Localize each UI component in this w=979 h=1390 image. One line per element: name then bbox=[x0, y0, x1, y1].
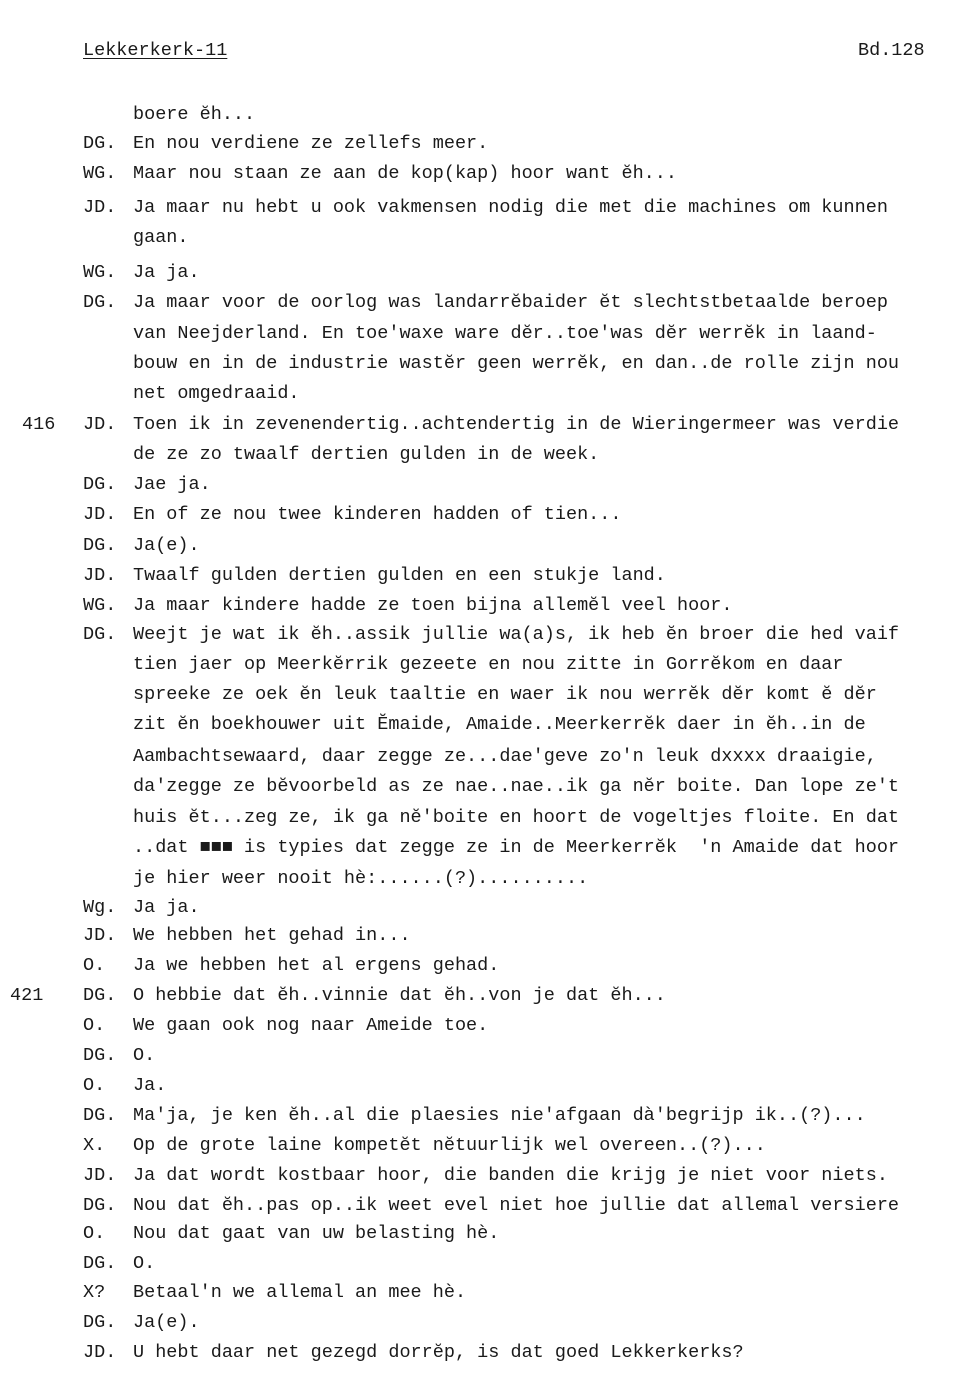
utterance-text: gaan. bbox=[133, 227, 189, 248]
transcript-line bbox=[0, 1013, 979, 1039]
speaker-label: O. bbox=[83, 1223, 106, 1244]
utterance-text: Twaalf gulden dertien gulden en een stukje land. bbox=[133, 565, 666, 586]
speaker-label: DG. bbox=[83, 133, 117, 154]
speaker-label: DG. bbox=[83, 624, 117, 645]
line-number: 416 bbox=[22, 414, 56, 435]
transcript-line bbox=[0, 472, 979, 498]
line-number: 421 bbox=[10, 985, 44, 1006]
utterance-text: Op de grote laine kompetĕt nĕtuurlijk wel overeen..(?)... bbox=[133, 1135, 766, 1156]
transcript-line bbox=[0, 131, 979, 157]
utterance-text: Nou dat gaat van uw belasting hè. bbox=[133, 1223, 500, 1244]
utterance-text: Ja dat wordt kostbaar hoor, die banden die krijg je niet voor niets. bbox=[133, 1165, 888, 1186]
utterance-text: Ja. bbox=[133, 1075, 167, 1096]
transcript-line bbox=[0, 953, 979, 979]
speaker-label: O. bbox=[83, 1075, 106, 1096]
speaker-label: JD. bbox=[83, 565, 117, 586]
utterance-text: Ja ja. bbox=[133, 262, 200, 283]
utterance-text: boere ĕh... bbox=[133, 104, 256, 125]
transcript-line bbox=[0, 351, 979, 377]
transcript-line bbox=[0, 712, 979, 738]
transcript-line bbox=[0, 1103, 979, 1129]
transcript-line bbox=[0, 1133, 979, 1159]
utterance-text: huis ĕt...zeg ze, ik ga nĕ'boite en hoort de vogeltjes floite. En dat bbox=[133, 807, 900, 828]
speaker-label: DG. bbox=[83, 292, 117, 313]
speaker-label: X? bbox=[83, 1282, 106, 1303]
utterance-text: We hebben het gehad in... bbox=[133, 925, 411, 946]
speaker-label: JD. bbox=[83, 197, 117, 218]
utterance-text: da'zegge ze bĕvoorbeld as ze nae..nae..ik ga nĕr boite. Dan lope ze't bbox=[133, 776, 900, 797]
transcript-line bbox=[0, 533, 979, 559]
transcript-line bbox=[0, 225, 979, 251]
utterance-text: Ja(e). bbox=[133, 1312, 200, 1333]
transcript-line bbox=[0, 412, 979, 438]
utterance-text: je hier weer nooit hè:......(?).......... bbox=[133, 868, 589, 889]
transcript-line bbox=[0, 442, 979, 468]
transcript-line bbox=[0, 1280, 979, 1306]
transcript-line bbox=[0, 983, 979, 1009]
transcript-line bbox=[0, 195, 979, 221]
transcript-line bbox=[0, 1310, 979, 1336]
utterance-text: net omgedraaid. bbox=[133, 383, 300, 404]
utterance-text: Ja(e). bbox=[133, 535, 200, 556]
speaker-label: WG. bbox=[83, 262, 117, 283]
transcript-line bbox=[0, 1251, 979, 1277]
speaker-label: O. bbox=[83, 1015, 106, 1036]
document-title: Lekkerkerk-11 bbox=[83, 40, 228, 61]
transcript-line bbox=[0, 321, 979, 347]
transcript-line bbox=[0, 866, 979, 892]
transcript-line bbox=[0, 1043, 979, 1069]
transcript-line bbox=[0, 744, 979, 770]
utterance-text: van Neejderland. En toe'waxe ware dĕr..toe'was dĕr werrĕk in laand- bbox=[133, 323, 877, 344]
speaker-label: JD. bbox=[83, 414, 117, 435]
transcript-line bbox=[0, 923, 979, 949]
transcript-line bbox=[0, 652, 979, 678]
transcript-line bbox=[0, 622, 979, 648]
utterance-text: Jae ja. bbox=[133, 474, 211, 495]
speaker-label: WG. bbox=[83, 163, 117, 184]
transcript-line bbox=[0, 1340, 979, 1366]
utterance-text: Toen ik in zevenendertig..achtendertig in de Wieringermeer was verdie bbox=[133, 414, 900, 435]
transcript-line bbox=[0, 1073, 979, 1099]
transcript-line bbox=[0, 593, 979, 619]
transcript-line bbox=[0, 1163, 979, 1189]
utterance-text: Weejt je wat ik ĕh..assik jullie wa(a)s, ik heb ĕn broer die hed vaif bbox=[133, 624, 900, 645]
transcript-line bbox=[0, 161, 979, 187]
speaker-label: DG. bbox=[83, 1312, 117, 1333]
transcript-line bbox=[0, 895, 979, 921]
transcript-line bbox=[0, 563, 979, 589]
speaker-label: DG. bbox=[83, 474, 117, 495]
utterance-text: O. bbox=[133, 1253, 156, 1274]
transcript-line bbox=[0, 260, 979, 286]
speaker-label: JD. bbox=[83, 1342, 117, 1363]
speaker-label: O. bbox=[83, 955, 106, 976]
transcript-line bbox=[0, 502, 979, 528]
speaker-label: DG. bbox=[83, 535, 117, 556]
transcript-line bbox=[0, 835, 979, 861]
transcript-line bbox=[0, 1221, 979, 1247]
transcript-line bbox=[0, 102, 979, 128]
utterance-text: We gaan ook nog naar Ameide toe. bbox=[133, 1015, 489, 1036]
speaker-label: Wg. bbox=[83, 897, 117, 918]
utterance-text: En of ze nou twee kinderen hadden of tien... bbox=[133, 504, 622, 525]
utterance-text: Maar nou staan ze aan de kop(kap) hoor want ĕh... bbox=[133, 163, 677, 184]
utterance-text: Ma'ja, je ken ĕh..al die plaesies nie'afgaan dà'begrijp ik..(?)... bbox=[133, 1105, 866, 1126]
transcript-line bbox=[0, 774, 979, 800]
speaker-label: JD. bbox=[83, 504, 117, 525]
utterance-text: tien jaer op Meerkĕrrik gezeete en nou zitte in Gorrĕkom en daar bbox=[133, 654, 844, 675]
utterance-text: spreeke ze oek ĕn leuk taaltie en waer ik nou werrĕk dĕr komt ĕ dĕr bbox=[133, 684, 877, 705]
page-reference: Bd.128 bbox=[858, 40, 925, 61]
transcript-line bbox=[0, 381, 979, 407]
utterance-text: Betaal'n we allemal an mee hè. bbox=[133, 1282, 467, 1303]
utterance-text: ..dat ■■■ is typies dat zegge ze in de Meerkerrĕk 'n Amaide dat hoor bbox=[133, 837, 900, 858]
transcript-line bbox=[0, 682, 979, 708]
utterance-text: Ja ja. bbox=[133, 897, 200, 918]
utterance-text: Ja we hebben het al ergens gehad. bbox=[133, 955, 500, 976]
utterance-text: Aambachtsewaard, daar zegge ze...dae'geve zo'n leuk dxxxx draaigie, bbox=[133, 746, 877, 767]
utterance-text: Ja maar nu hebt u ook vakmensen nodig die met die machines om kunnen bbox=[133, 197, 888, 218]
transcript-line bbox=[0, 290, 979, 316]
speaker-label: DG. bbox=[83, 1195, 117, 1216]
speaker-label: JD. bbox=[83, 925, 117, 946]
speaker-label: DG. bbox=[83, 1045, 117, 1066]
utterance-text: O. bbox=[133, 1045, 156, 1066]
transcript-line bbox=[0, 1193, 979, 1219]
speaker-label: DG. bbox=[83, 985, 117, 1006]
utterance-text: En nou verdiene ze zellefs meer. bbox=[133, 133, 489, 154]
utterance-text: U hebt daar net gezegd dorrĕp, is dat goed Lekkerkerks? bbox=[133, 1342, 744, 1363]
speaker-label: X. bbox=[83, 1135, 106, 1156]
utterance-text: zit ĕn boekhouwer uit Ĕmaide, Amaide..Meerkerrĕk daer in ĕh..in de bbox=[133, 714, 866, 735]
transcript-line bbox=[0, 805, 979, 831]
utterance-text: Ja maar kindere hadde ze toen bijna allemĕl veel hoor. bbox=[133, 595, 733, 616]
utterance-text: Nou dat ĕh..pas op..ik weet evel niet hoe jullie dat allemal versiere bbox=[133, 1195, 900, 1216]
speaker-label: DG. bbox=[83, 1253, 117, 1274]
speaker-label: JD. bbox=[83, 1165, 117, 1186]
utterance-text: bouw en in de industrie wastĕr geen werrĕk, en dan..de rolle zijn nou bbox=[133, 353, 900, 374]
utterance-text: Ja maar voor de oorlog was landarrĕbaider ĕt slechtstbetaalde beroep bbox=[133, 292, 888, 313]
utterance-text: de ze zo twaalf dertien gulden in de week. bbox=[133, 444, 600, 465]
speaker-label: WG. bbox=[83, 595, 117, 616]
speaker-label: DG. bbox=[83, 1105, 117, 1126]
utterance-text: O hebbie dat ĕh..vinnie dat ĕh..von je dat ĕh... bbox=[133, 985, 666, 1006]
